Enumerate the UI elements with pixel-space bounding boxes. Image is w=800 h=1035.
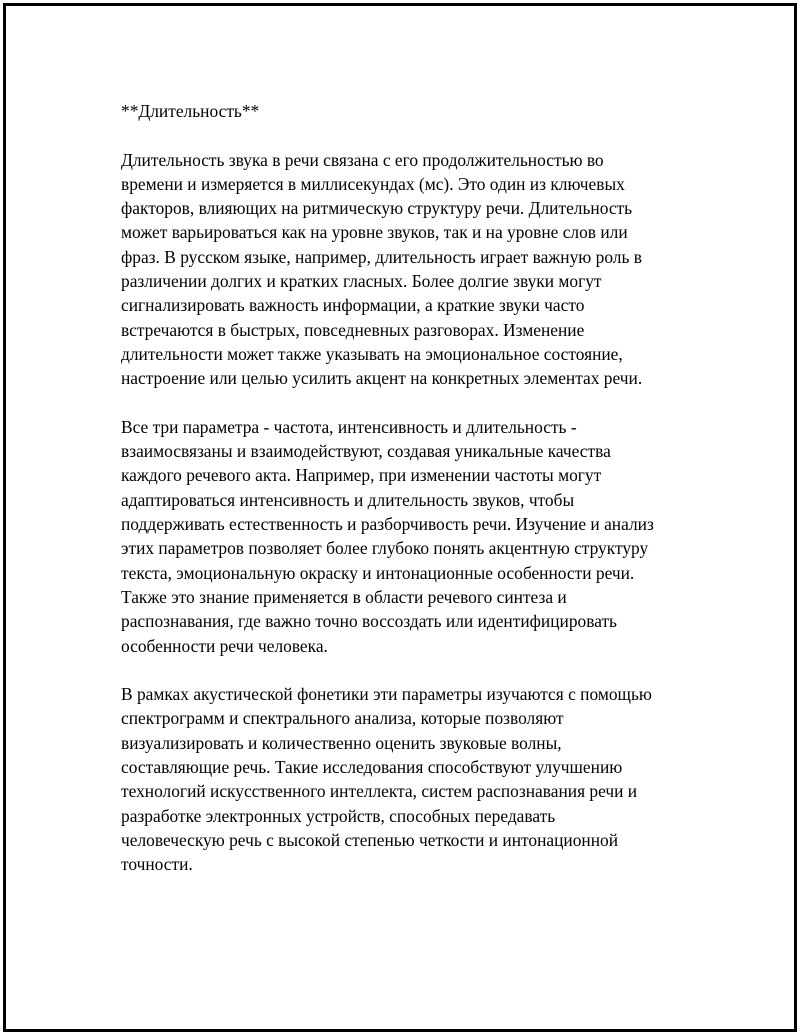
text-line: этих параметров позволяет более глубоко понять акцентную структуру bbox=[121, 538, 649, 559]
text-line: различении долгих и кратких гласных. Более долгие звуки могут bbox=[121, 271, 602, 292]
paragraph-3 bbox=[121, 682, 701, 876]
text-line: технологий искусственного интеллекта, систем распознавания речи и bbox=[121, 781, 638, 802]
text-line: точности. bbox=[121, 854, 193, 875]
text-line: каждого речевого акта. Например, при изменении частоты могут bbox=[121, 465, 602, 486]
text-line: поддерживать естественность и разборчивость речи. Изучение и анализ bbox=[121, 514, 654, 535]
page-frame bbox=[3, 3, 797, 1032]
paragraph-1 bbox=[121, 148, 701, 391]
text-line: распознавания, где важно точно воссоздать или идентифицировать bbox=[121, 611, 617, 632]
text-line: В рамках акустической фонетики эти параметры изучаются с помощью bbox=[121, 684, 652, 705]
text-line: фраз. В русском языке, например, длительность играет важную роль в bbox=[121, 246, 642, 267]
text-line: времени и измеряется в миллисекундах (мс). Это один из ключевых bbox=[121, 173, 625, 194]
text-line: особенности речи человека. bbox=[121, 635, 328, 656]
text-line: визуализировать и количественно оценить звуковые волны, bbox=[121, 732, 562, 753]
text-line: взаимосвязаны и взаимодействуют, создавая уникальные качества bbox=[121, 441, 611, 462]
text-line: адаптироваться интенсивность и длительность звуков, чтобы bbox=[121, 489, 575, 510]
text-line: встречаются в быстрых, повседневных разговорах. Изменение bbox=[121, 319, 585, 340]
text-line: длительности может также указывать на эмоциональное состояние, bbox=[121, 343, 623, 364]
document-body bbox=[121, 99, 701, 901]
text-line: Все три параметра - частота, интенсивность и длительность - bbox=[121, 416, 577, 437]
text-line: Длительность звука в речи связана с его продолжительностью во bbox=[121, 149, 604, 170]
text-line: настроение или целью усилить акцент на конкретных элементах речи. bbox=[121, 368, 643, 389]
paragraph-2 bbox=[121, 415, 701, 658]
text-line: Также это знание применяется в области речевого синтеза и bbox=[121, 586, 567, 607]
text-line: составляющие речь. Такие исследования способствуют улучшению bbox=[121, 757, 623, 778]
text-line: факторов, влияющих на ритмическую структуру речи. Длительность bbox=[121, 198, 633, 219]
section-heading: **Длительность** bbox=[121, 101, 260, 121]
text-line: разработке электронных устройств, способных передавать bbox=[121, 805, 556, 826]
text-line: сигнализировать важность информации, а краткие звуки часто bbox=[121, 295, 585, 316]
text-line: спектрограмм и спектрального анализа, которые позволяют bbox=[121, 708, 564, 729]
text-line: текста, эмоциональную окраску и интонационные особенности речи. bbox=[121, 562, 635, 583]
text-line: может варьироваться как на уровне звуков, так и на уровне слов или bbox=[121, 222, 628, 243]
text-line: человеческую речь с высокой степенью четкости и интонационной bbox=[121, 829, 619, 850]
